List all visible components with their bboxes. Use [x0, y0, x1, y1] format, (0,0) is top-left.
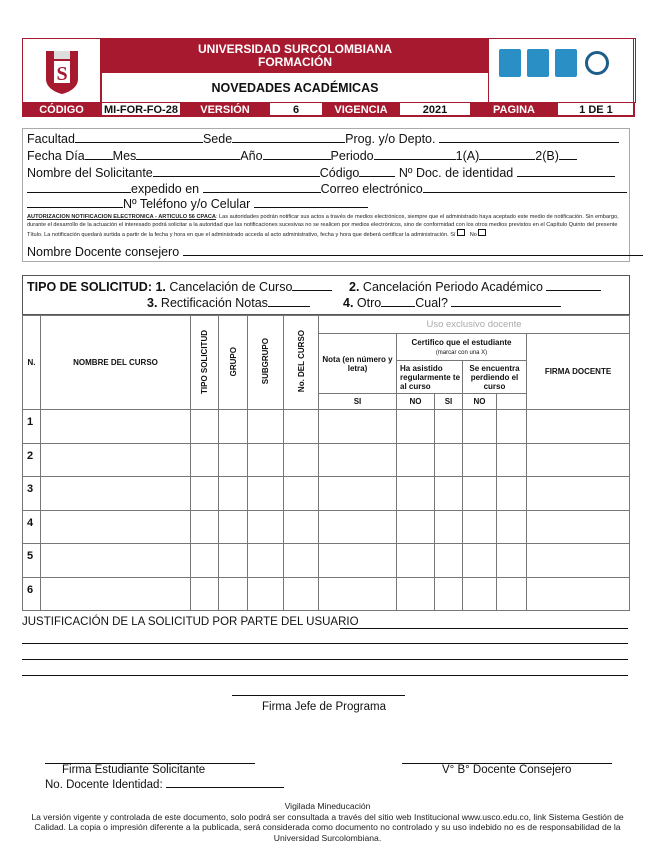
- codigo-value: MI-FOR-FO-28: [101, 102, 181, 117]
- table-cell[interactable]: [463, 410, 497, 444]
- col-tipo: [191, 316, 219, 410]
- table-cell[interactable]: [397, 477, 435, 511]
- auth-title: AUTORIZACION NOTIFICACION ELECTRONICA - ARTICULO 56 CPACA: [27, 214, 216, 220]
- facultad-field[interactable]: [75, 132, 203, 143]
- logo-cell: [22, 38, 101, 103]
- perdiendo-no: NO: [463, 394, 497, 410]
- certification-badge-icon: [527, 49, 549, 77]
- doc-label: Nº Doc. de identidad: [398, 166, 514, 180]
- iqnet-badge-icon: [585, 51, 609, 75]
- svg-text:S: S: [55, 62, 68, 85]
- option-2-field[interactable]: [546, 280, 601, 291]
- fecha-dia-label: Fecha Día: [27, 149, 85, 163]
- table-cell[interactable]: [435, 443, 463, 477]
- periodo-a-label: 1(A): [455, 149, 480, 163]
- table-cell[interactable]: [527, 510, 630, 544]
- table-cell[interactable]: [284, 510, 319, 544]
- facultad-label: Facultad: [27, 132, 75, 146]
- col-grupo: [219, 316, 248, 410]
- table-cell[interactable]: [435, 510, 463, 544]
- sede-label: Sede: [202, 132, 233, 146]
- perdiendo-si: SI: [435, 394, 463, 410]
- doc-id-row: [45, 777, 284, 791]
- ano-field[interactable]: [263, 149, 331, 160]
- area-name: FORMACIÓN: [258, 54, 332, 69]
- justificacion-line[interactable]: [22, 675, 628, 676]
- table-cell[interactable]: [397, 443, 435, 477]
- firma-jefe-label: Firma Jefe de Programa: [262, 701, 386, 713]
- version-label: VERSIÓN: [181, 102, 269, 117]
- table-cell[interactable]: [219, 443, 248, 477]
- table-cell[interactable]: [463, 477, 497, 511]
- subgrupo-label: SUBGRUPO: [261, 338, 270, 385]
- table-cell[interactable]: [463, 443, 497, 477]
- table-cell[interactable]: [219, 544, 248, 578]
- table-cell[interactable]: [191, 410, 219, 444]
- table-cell[interactable]: [397, 577, 435, 611]
- table-cell[interactable]: [497, 544, 527, 578]
- table-cell[interactable]: [248, 510, 284, 544]
- table-cell[interactable]: [463, 544, 497, 578]
- footer: [0, 801, 655, 843]
- row-number: 3: [23, 477, 41, 511]
- vigencia-label: VIGENCIA: [323, 102, 399, 117]
- expedido-field[interactable]: [203, 182, 321, 193]
- option-1-number: 1.: [155, 280, 166, 294]
- table-cell[interactable]: [41, 577, 191, 611]
- footer-vigilada: Vigilada Mineducación: [284, 801, 371, 811]
- table-cell[interactable]: [435, 544, 463, 578]
- table-cell[interactable]: [191, 443, 219, 477]
- blank-field[interactable]: [27, 197, 123, 208]
- table-cell[interactable]: [248, 477, 284, 511]
- codigo-field[interactable]: [359, 166, 395, 177]
- pagina-value: 1 DE 1: [557, 102, 635, 117]
- table-cell[interactable]: [435, 477, 463, 511]
- vigencia-value: 2021: [399, 102, 471, 117]
- table-row: [23, 410, 630, 444]
- tipo-label: TIPO SOLICITUD: [200, 329, 209, 394]
- asistido-no: NO: [397, 394, 435, 410]
- version-value: 6: [269, 102, 323, 117]
- correo-label: Correo electrónico: [320, 182, 423, 196]
- col-no-curso: [284, 316, 319, 410]
- table-cell[interactable]: [41, 443, 191, 477]
- university-name: UNIVERSIDAD SURCOLOMBIANA: [197, 41, 392, 56]
- option-4-field[interactable]: [381, 296, 415, 307]
- marcar-label: (marcar con una X): [435, 350, 488, 356]
- docente-label: Nombre Docente consejero: [27, 245, 180, 259]
- courses-table: [22, 315, 630, 611]
- table-cell[interactable]: [397, 510, 435, 544]
- auth-text: : Las autoridades podrán notificar sus actos a través de medios electrónicos, siempre que el administrado haya aceptado este medio de notificación. Sin embargo, durante el desarrollo de la actuación el interesado podrá solicitar a la autoridad que las notificaciones sucesivas no se realicen por medios electrónicos, sino de conformidad con los otros medios previstos en el Capítulo Quinto del presente Título. La notificación quedará surtida a partir de la fecha y hora en que el administrado acceda al acto administrativo, fecha y hora que deberá certificar la administración.: [27, 214, 619, 238]
- university-title-cell: [101, 38, 489, 73]
- table-cell[interactable]: [191, 510, 219, 544]
- periodo-a-field[interactable]: [479, 149, 535, 160]
- table-cell[interactable]: [219, 410, 248, 444]
- option-2-label: Cancelación Periodo Académico: [362, 280, 543, 294]
- row-number: 4: [23, 510, 41, 544]
- table-cell[interactable]: [41, 410, 191, 444]
- table-cell[interactable]: [497, 410, 527, 444]
- solicitud-label: TIPO DE SOLICITUD:: [27, 280, 152, 294]
- table-cell[interactable]: [527, 443, 630, 477]
- solicitud-type-section: [22, 275, 630, 315]
- no-curso-label: No. DEL CURSO: [296, 330, 306, 393]
- codigo-label: CÓDIGO: [22, 102, 101, 117]
- no-checkbox[interactable]: [478, 229, 486, 236]
- firma-jefe-line[interactable]: [232, 695, 405, 696]
- grupo-label: GRUPO: [228, 346, 238, 377]
- pagina-label: PAGINA: [471, 102, 557, 117]
- telefono-field[interactable]: [254, 197, 368, 208]
- si-checkbox[interactable]: [457, 229, 465, 236]
- uso-exclusivo-header: Uso exclusivo docente: [319, 316, 630, 334]
- doc-number-field[interactable]: [27, 182, 131, 193]
- table-cell[interactable]: [527, 477, 630, 511]
- row-number: 2: [23, 443, 41, 477]
- option-3-field[interactable]: [268, 296, 310, 307]
- justificacion-line[interactable]: [22, 643, 628, 644]
- table-cell[interactable]: [397, 410, 435, 444]
- dia-field[interactable]: [85, 149, 113, 160]
- row-number: 5: [23, 544, 41, 578]
- table-cell[interactable]: [463, 577, 497, 611]
- periodo-label: Periodo: [330, 149, 374, 163]
- table-cell[interactable]: [248, 577, 284, 611]
- cual-field[interactable]: [451, 296, 561, 307]
- prog-label: Prog. y/o Depto.: [345, 132, 436, 146]
- col-firma: FIRMA DOCENTE: [527, 334, 630, 410]
- table-cell[interactable]: [319, 577, 397, 611]
- table-cell[interactable]: [527, 410, 630, 444]
- sede-field[interactable]: [232, 132, 345, 143]
- table-cell[interactable]: [41, 510, 191, 544]
- document-header: [22, 38, 634, 116]
- perdiendo-header: Se encuentra perdiendo el curso: [463, 361, 527, 394]
- cual-label: Cual?: [415, 296, 448, 310]
- ano-label: Año: [240, 149, 263, 163]
- prog-field[interactable]: [439, 132, 619, 143]
- certifications-cell: [488, 38, 636, 103]
- asistido-si: SI: [319, 394, 397, 410]
- table-cell[interactable]: [284, 544, 319, 578]
- table-cell[interactable]: [248, 443, 284, 477]
- codigo-label: Código: [319, 166, 360, 180]
- col-nota: Nota (en número y letra): [319, 334, 397, 394]
- table-cell[interactable]: [497, 477, 527, 511]
- table-cell[interactable]: [497, 443, 527, 477]
- table-cell[interactable]: [497, 577, 527, 611]
- table-cell[interactable]: [497, 510, 527, 544]
- no-label: No: [469, 232, 477, 238]
- vobo-label: V° B° Docente Consejero: [442, 764, 572, 776]
- table-cell[interactable]: [248, 544, 284, 578]
- table-cell[interactable]: [435, 577, 463, 611]
- table-cell[interactable]: [219, 510, 248, 544]
- footer-disclaimer: La versión vigente y controlada de este documento, solo podrá ser consultada a través del sitio web Institucional www.usco.edu.co, link Sistema Gestión de Calidad. La copia o impresión diferente a la publicada, será considerada como documento no controlado y su uso indebido no es de responsabilidad de la Universidad Surcolombiana.: [31, 811, 624, 843]
- option-1-field[interactable]: [292, 280, 332, 291]
- row-number: 1: [23, 410, 41, 444]
- table-cell[interactable]: [191, 477, 219, 511]
- auth-notice: [27, 213, 627, 239]
- option-1-label: Cancelación de Curso: [169, 280, 293, 294]
- asistido-header: Ha asistido regularmente te al curso: [397, 361, 463, 394]
- col-nombre: NOMBRE DEL CURSO: [41, 316, 191, 410]
- table-row: [23, 577, 630, 611]
- option-2-number: 2.: [349, 280, 360, 294]
- table-row: [23, 477, 630, 511]
- col-n: N.: [23, 316, 41, 410]
- periodo-b-label: 2(B): [535, 149, 559, 163]
- docente-field[interactable]: [183, 245, 643, 256]
- justificacion-label: JUSTIFICACIÓN DE LA SOLICITUD POR PARTE DEL USUARIO: [22, 616, 359, 628]
- table-cell[interactable]: [191, 577, 219, 611]
- certification-badge-icon: [555, 49, 577, 77]
- certifico-label: Certifico que el estudiante: [411, 338, 512, 347]
- table-cell[interactable]: [319, 410, 397, 444]
- certifico-header: [397, 334, 527, 361]
- table-cell[interactable]: [319, 443, 397, 477]
- doc-field[interactable]: [517, 166, 615, 177]
- table-cell[interactable]: [219, 477, 248, 511]
- col-subgrupo: [248, 316, 284, 410]
- mes-field[interactable]: [136, 149, 240, 160]
- expedido-label: expedido en: [131, 182, 200, 196]
- table-cell[interactable]: [284, 477, 319, 511]
- nombre-field[interactable]: [153, 166, 320, 177]
- table-cell[interactable]: [219, 577, 248, 611]
- table-row: [23, 443, 630, 477]
- table-cell[interactable]: [319, 510, 397, 544]
- table-cell[interactable]: [248, 410, 284, 444]
- periodo-field[interactable]: [374, 149, 456, 160]
- si-label: Sí: [450, 232, 456, 238]
- certification-badge-icon: [499, 49, 521, 77]
- form-title: NOVEDADES ACADÉMICAS: [101, 72, 489, 103]
- table-cell[interactable]: [435, 410, 463, 444]
- option-3-label: Rectificación Notas: [160, 296, 268, 310]
- correo-field[interactable]: [423, 182, 627, 193]
- periodo-b-field[interactable]: [559, 149, 577, 160]
- justificacion-line[interactable]: [22, 659, 628, 660]
- firma-estudiante-label: Firma Estudiante Solicitante: [62, 764, 206, 776]
- table-cell[interactable]: [284, 443, 319, 477]
- table-cell[interactable]: [41, 544, 191, 578]
- telefono-label: Nº Teléfono y/o Celular: [123, 197, 251, 211]
- nombre-label: Nombre del Solicitante: [27, 166, 153, 180]
- table-cell[interactable]: [191, 544, 219, 578]
- doc-id-label: No. Docente Identidad:: [45, 779, 163, 791]
- table-cell[interactable]: [284, 577, 319, 611]
- table-cell[interactable]: [319, 544, 397, 578]
- mes-label: Mes: [112, 149, 137, 163]
- table-cell[interactable]: [41, 477, 191, 511]
- table-cell[interactable]: [284, 410, 319, 444]
- justificacion-line[interactable]: [340, 628, 628, 629]
- row-number: 6: [23, 577, 41, 611]
- table-cell[interactable]: [463, 510, 497, 544]
- applicant-info-section: [22, 128, 630, 262]
- option-3-number: 3.: [147, 296, 158, 310]
- table-cell[interactable]: [319, 477, 397, 511]
- doc-id-field[interactable]: [166, 777, 284, 788]
- option-4-label: Otro: [356, 296, 382, 310]
- table-cell[interactable]: [527, 577, 630, 611]
- option-4-number: 4.: [343, 296, 354, 310]
- table-cell[interactable]: [397, 544, 435, 578]
- table-cell[interactable]: [527, 544, 630, 578]
- table-row: [23, 510, 630, 544]
- table-row: [23, 544, 630, 578]
- university-logo-icon: [42, 47, 82, 95]
